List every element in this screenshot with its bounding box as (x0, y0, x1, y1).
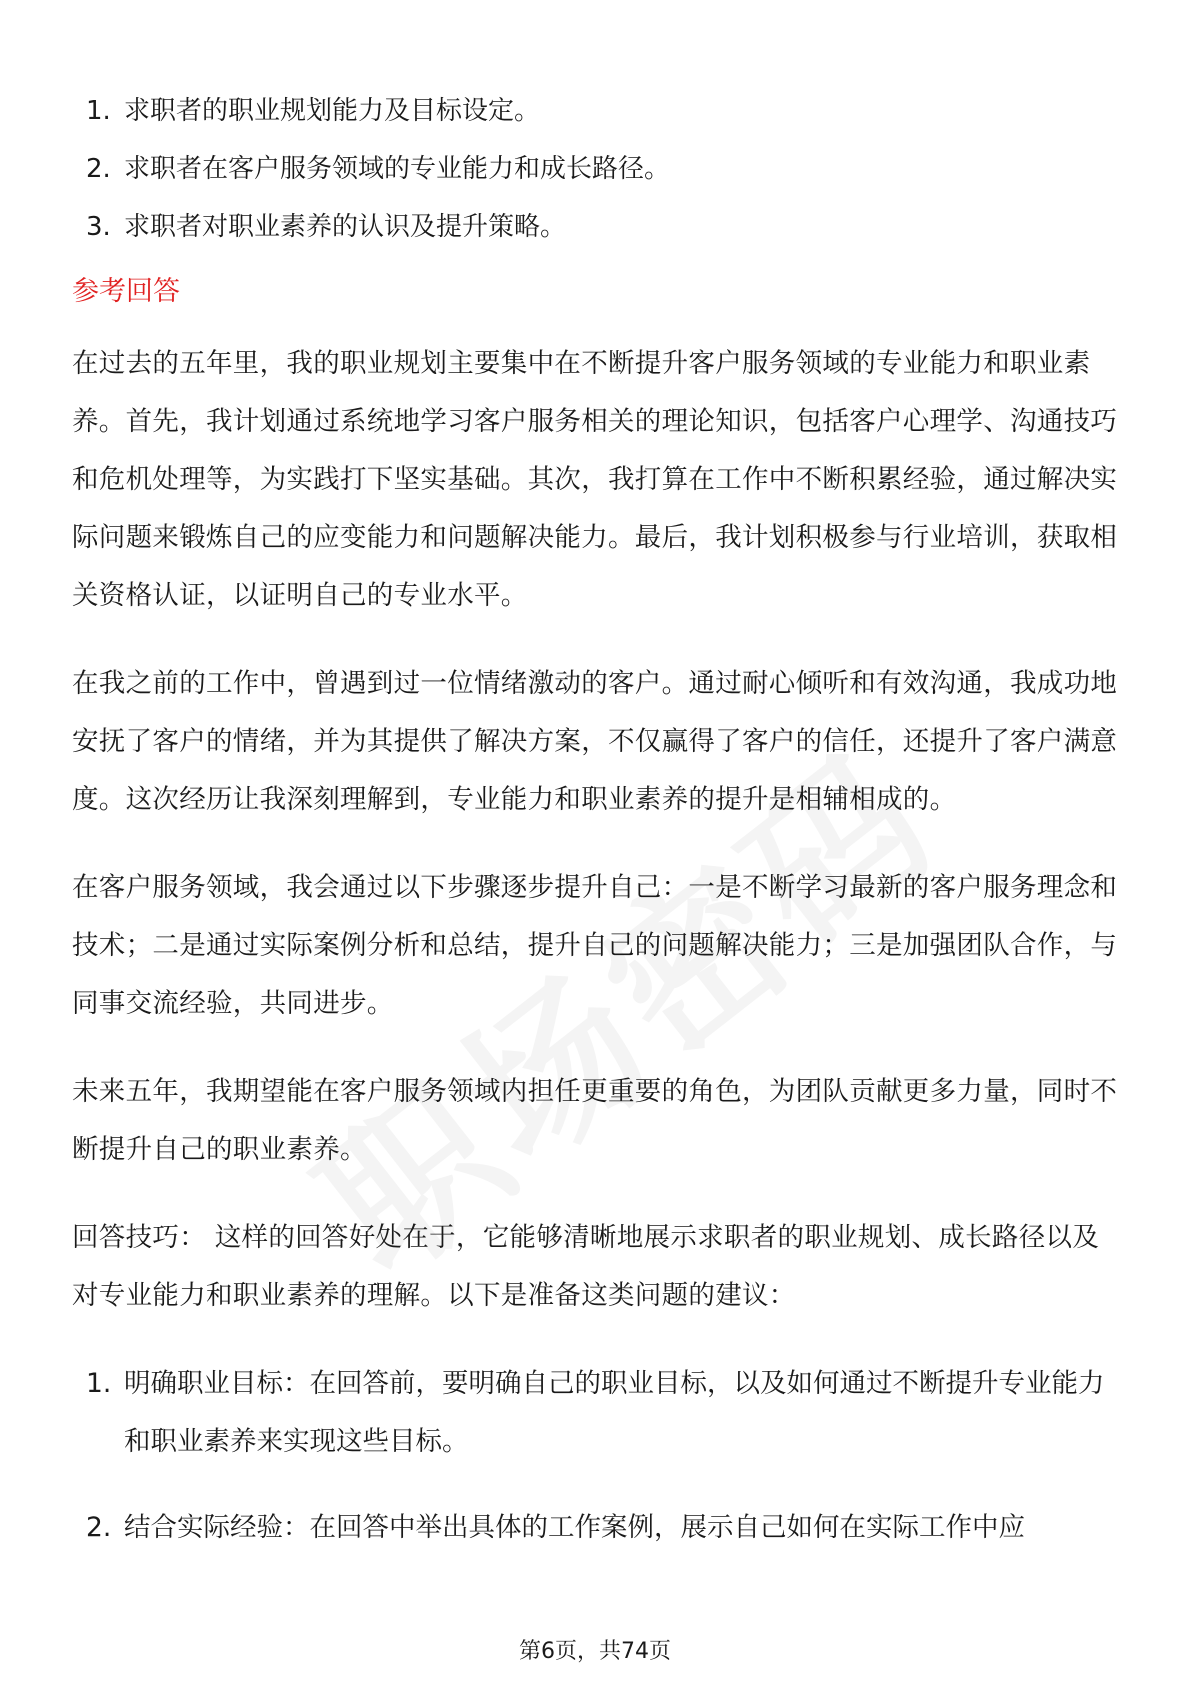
list-item (72, 198, 1122, 256)
list-text: 明确职业目标：在回答前，要明确自己的职业目标，以及如何通过不断提升专业能力和职业素养来实现这些目标。 (124, 1368, 1105, 1457)
list-item (72, 1499, 1122, 1557)
list-number: 1. (86, 96, 111, 126)
list-number: 2. (86, 1512, 112, 1543)
tips-intro-paragraph: 回答技巧： 这样的回答好处在于，它能够清晰地展示求职者的职业规划、成长路径以及对专业能力和职业素养的理解。以下是准备这类问题的建议： (72, 1222, 1100, 1311)
list-number: 2. (86, 154, 111, 184)
list-item (72, 1355, 1122, 1471)
paragraph: 在我之前的工作中，曾遇到过一位情绪激动的客户。通过耐心倾听和有效沟通，我成功地安抚了客户的情绪，并为其提供了解决方案，不仅赢得了客户的信任，还提升了客户满意度。这次经历让我深刻理解到，专业能力和职业素养的提升是相辅相成的。 (72, 668, 1118, 815)
list-text: 结合实际经验：在回答中举出具体的工作案例，展示自己如何在实际工作中应 (124, 1512, 1025, 1543)
list-text: 求职者的职业规划能力及目标设定。 (124, 96, 541, 126)
paragraph: 未来五年，我期望能在客户服务领域内担任更重要的角色，为团队贡献更多力量，同时不断提升自己的职业素养。 (72, 1076, 1118, 1165)
section-title: 参考回答 (72, 276, 180, 307)
paragraph: 在客户服务领域，我会通过以下步骤逐步提升自己：一是不断学习最新的客户服务理念和技术；二是通过实际案例分析和总结，提升自己的问题解决能力；三是加强团队合作，与同事交流经验，共同进步。 (72, 872, 1118, 1019)
list-text: 求职者在客户服务领域的专业能力和成长路径。 (124, 154, 671, 184)
list-number: 3. (86, 212, 111, 242)
list-number: 1. (86, 1368, 112, 1399)
page-content (72, 82, 1122, 1585)
paragraph: 在过去的五年里，我的职业规划主要集中在不断提升客户服务领域的专业能力和职业素养。首先，我计划通过系统地学习客户服务相关的理论知识，包括客户心理学、沟通技巧和危机处理等，为实践打下坚实基础。其次，我打算在工作中不断积累经验，通过解决实际问题来锻炼自己的应变能力和问题解决能力。最后，我计划积极参与行业培训，获取相关资格认证，以证明自己的专业水平。 (72, 348, 1118, 611)
list-item (72, 82, 1122, 140)
list-item (72, 140, 1122, 198)
page-footer: 第6页，共74页 (519, 1639, 671, 1664)
tips-list (72, 1355, 1122, 1557)
list-text: 求职者对职业素养的认识及提升策略。 (124, 212, 567, 242)
intro-list (72, 82, 1122, 256)
